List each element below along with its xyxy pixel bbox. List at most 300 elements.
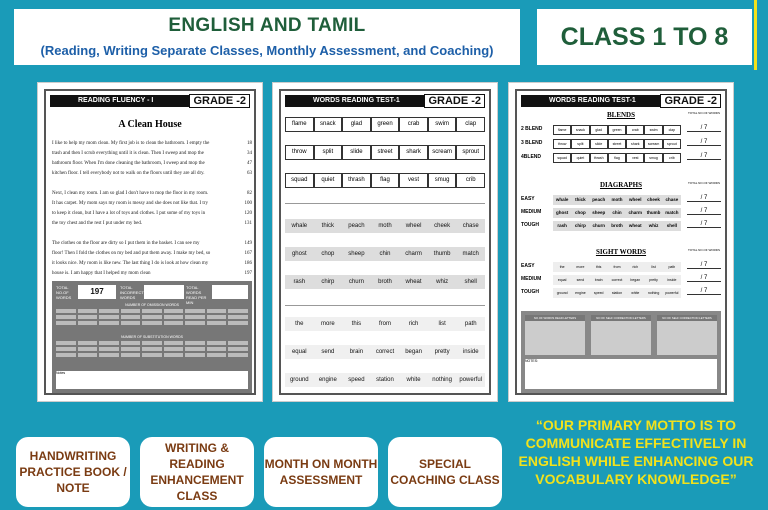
word-cell: quiet: [314, 173, 343, 188]
grid-cell[interactable]: [164, 321, 184, 325]
level-label: EASY: [521, 263, 535, 269]
story-line-text: I like to help my mom clean. My first job is to clean the bathroom. I empty the: [52, 141, 210, 146]
word-cell: chirp: [321, 279, 335, 285]
story-paragraph: [52, 239, 252, 279]
grid-cell[interactable]: [56, 309, 76, 313]
grid-cell[interactable]: [207, 309, 227, 313]
word-count: 167: [243, 249, 253, 259]
word-cell: squad: [285, 173, 314, 188]
grid-cell[interactable]: [56, 341, 76, 345]
word-cell: wheel: [629, 197, 642, 202]
word-cell: scream: [644, 139, 662, 149]
score-field[interactable]: [687, 288, 721, 295]
word-cell: chop: [575, 210, 586, 215]
level-word-row: [553, 288, 681, 298]
grid-cell[interactable]: [185, 353, 205, 357]
grid-cell[interactable]: [78, 341, 98, 345]
word-cell: flame: [285, 117, 314, 132]
grid-cell[interactable]: [207, 315, 227, 319]
word-count: 131: [243, 219, 253, 229]
boxed-word-row: [285, 117, 485, 132]
mini-table-header: NO.OF WORDS READ LETTERS: [525, 315, 585, 321]
yellow-accent-line: [754, 0, 757, 70]
notes-field[interactable]: [56, 371, 248, 389]
word-cell: flag: [371, 173, 400, 188]
word-cell: swim: [644, 125, 662, 135]
score-value: / 7: [687, 153, 721, 160]
grid-cell[interactable]: [228, 353, 248, 357]
word-count: 100: [243, 199, 253, 209]
word-cell: snack: [571, 125, 589, 135]
word-cell: whale: [555, 197, 569, 202]
grid-cell[interactable]: [228, 321, 248, 325]
word-cell: thrash: [342, 173, 371, 188]
word-cell: station: [611, 291, 623, 295]
sheet-header-label: WORDS READING TEST-1: [313, 97, 400, 104]
grid-cell[interactable]: [207, 341, 227, 345]
grid-cell[interactable]: [185, 309, 205, 313]
grid-cell[interactable]: [142, 321, 162, 325]
grid-cell[interactable]: [142, 309, 162, 313]
word-cell: brain: [594, 278, 603, 282]
top-banner: [0, 0, 768, 70]
story-line: [52, 169, 252, 179]
word-cell: whale: [291, 223, 308, 229]
score-value: / 7: [687, 262, 721, 269]
word-cell: station: [376, 377, 394, 383]
word-cell: rash: [293, 279, 306, 285]
boxed-word-row: [285, 173, 485, 188]
story-line-text: the toy chest and the rest I put under my bed.: [52, 221, 143, 226]
score-field[interactable]: [687, 275, 721, 282]
word-count: 82: [245, 189, 252, 199]
score-field[interactable]: [687, 125, 721, 132]
level-word-row: [553, 195, 681, 205]
word-cell: smug: [428, 173, 457, 188]
word-cell: more: [576, 265, 585, 269]
score-field[interactable]: [687, 262, 721, 269]
grid-cell[interactable]: [142, 347, 162, 351]
sheet-border: [279, 89, 491, 395]
grid-cell[interactable]: [185, 347, 205, 351]
level-word-row: [553, 125, 681, 135]
motto-text: “OUR PRIMARY MOTTO IS TO COMMUNICATE EFFECTIVELY IN ENGLISH WHILE ENHANCING OUR VOCABULARY KNOWLEDGE”: [518, 417, 754, 487]
story-line-text: house is. I am happy that I helped my mom clean: [52, 271, 151, 276]
word-cell: moth: [611, 197, 623, 202]
word-cell: chase: [462, 223, 479, 229]
story-line: [52, 269, 252, 279]
word-cell: thick: [321, 223, 335, 229]
title-box: [14, 9, 520, 65]
grid-cell[interactable]: [56, 315, 76, 319]
grid-cell[interactable]: [121, 341, 141, 345]
score-value: / 7: [687, 139, 721, 146]
word-cell: wheat: [628, 223, 642, 228]
word-cell: began: [630, 278, 641, 282]
word-count: 120: [243, 209, 253, 219]
word-cell: match: [462, 251, 479, 257]
wpm-field[interactable]: [212, 285, 248, 299]
word-cell: wheel: [405, 223, 422, 229]
word-count: 186: [243, 259, 253, 269]
word-cell: white: [406, 377, 421, 383]
story-line: [52, 199, 252, 209]
word-cell: thrash: [590, 153, 608, 163]
score-panel: [52, 281, 252, 393]
grid-cell[interactable]: [99, 309, 119, 313]
word-cell: speed: [593, 291, 604, 295]
story-line-text: It has carpet. My mom says my room is messy and she does not like that. I try: [52, 201, 208, 206]
word-cell: path: [464, 321, 477, 327]
story-line: [52, 219, 252, 229]
word-cell: send: [321, 349, 335, 355]
feature-special-coaching: SPECIAL COACHING CLASS: [388, 437, 502, 507]
story-line: [52, 159, 252, 169]
word-cell: rich: [408, 321, 419, 327]
score-value: / 7: [687, 195, 721, 202]
level-word-row: [553, 221, 681, 231]
word-cell: ground: [289, 377, 309, 383]
word-cell: brain: [349, 349, 364, 355]
incorrect-words-field[interactable]: [144, 285, 184, 299]
grid-cell[interactable]: [164, 315, 184, 319]
word-cell: scream: [428, 145, 457, 160]
word-cell: sheep: [592, 210, 606, 215]
word-cell: list: [438, 321, 446, 327]
word-cell: split: [571, 139, 589, 149]
word-cell: moth: [378, 223, 392, 229]
total-words-label: TOTAL NO.OF WORDS: [56, 285, 72, 300]
word-cell: churn: [592, 223, 605, 228]
story-line: [52, 209, 252, 219]
word-cell: throw: [553, 139, 571, 149]
level-word-row: [553, 153, 681, 163]
mini-table: [591, 315, 651, 355]
grid-cell[interactable]: [228, 315, 248, 319]
shaded-word-row: [285, 275, 485, 289]
word-cell: engine: [575, 291, 586, 295]
incorrect-words-label: TOTAL INCORRECT WORDS: [120, 285, 144, 300]
boxed-word-row: [285, 145, 485, 160]
grid-cell[interactable]: [99, 341, 119, 345]
word-cell: correct: [375, 349, 395, 355]
level-label: 4BLEND: [521, 154, 542, 160]
word-cell: from: [378, 321, 391, 327]
level-word-row: [553, 262, 681, 272]
word-cell: swim: [428, 117, 457, 132]
story-line: [52, 259, 252, 269]
word-cell: chop: [321, 251, 335, 257]
story-line-text: floor! Then I fold the clothes on my bed and put them away. I make my bed, so: [52, 251, 211, 256]
word-cell: flame: [553, 125, 571, 135]
word-cell: shell: [666, 223, 677, 228]
word-count: 149: [243, 239, 253, 249]
class-range-label: CLASS 1 TO 8: [537, 9, 752, 65]
story-line-text: kitchen floor. I tell everybody not to walk on the floors until they are all dry.: [52, 171, 205, 176]
word-cell: nothing: [647, 291, 660, 295]
word-cell: path: [668, 265, 676, 269]
grade-badge: GRADE -2: [660, 94, 721, 108]
grid-cell[interactable]: [207, 353, 227, 357]
word-cell: wheat: [405, 279, 422, 285]
word-cell: split: [314, 145, 343, 160]
word-cell: glad: [342, 117, 371, 132]
word-cell: throw: [285, 145, 314, 160]
grid-cell[interactable]: [164, 353, 184, 357]
word-cell: broth: [611, 223, 623, 228]
word-cell: shell: [464, 279, 477, 285]
story-line: [52, 149, 252, 159]
grid-cell[interactable]: [56, 347, 76, 351]
shaded-word-row: [285, 219, 485, 233]
plain-word-row: [285, 317, 485, 331]
word-cell: flag: [608, 153, 626, 163]
word-cell: the: [559, 265, 565, 269]
notes-field[interactable]: [525, 359, 717, 389]
sheet-header-label: READING FLUENCY - I: [78, 97, 154, 104]
level-word-row: [553, 275, 681, 285]
word-cell: rash: [557, 223, 567, 228]
word-cell: crab: [399, 117, 428, 132]
word-cell: inside: [462, 349, 479, 355]
story-title: A Clean House: [118, 119, 182, 130]
sheet-border: [44, 89, 256, 395]
word-cell: squad: [553, 153, 571, 163]
word-cell: send: [576, 278, 585, 282]
word-cell: match: [665, 210, 679, 215]
grid-cell[interactable]: [142, 341, 162, 345]
word-cell: peach: [348, 223, 365, 229]
grid-cell[interactable]: [99, 347, 119, 351]
word-cell: sprout: [456, 145, 485, 160]
grade-badge: GRADE -2: [189, 94, 250, 108]
wpm-label: TOTAL WORDS READ PER MIN: [186, 285, 207, 305]
grid-cell[interactable]: [99, 315, 119, 319]
grid-cell[interactable]: [56, 321, 76, 325]
reading-fluency-sheet: [37, 82, 263, 402]
word-cell: pretty: [649, 278, 658, 282]
story-line: [52, 249, 252, 259]
grid-cell[interactable]: [142, 353, 162, 357]
grid-cell[interactable]: [228, 347, 248, 351]
word-cell: churn: [348, 279, 364, 285]
word-cell: charm: [405, 251, 422, 257]
grid-cell[interactable]: [185, 321, 205, 325]
word-cell: white: [631, 291, 640, 295]
word-cell: rich: [632, 265, 639, 269]
grid-cell[interactable]: [164, 341, 184, 345]
total-words-value: 197: [78, 285, 116, 299]
omission-grid: [56, 309, 248, 325]
divider: [285, 305, 485, 306]
sheet-border: [515, 89, 727, 395]
word-cell: chase: [665, 197, 679, 202]
word-cell: thumb: [433, 251, 451, 257]
word-cell: powerful: [459, 377, 483, 383]
word-cell: chin: [379, 251, 391, 257]
word-cell: thumb: [646, 210, 661, 215]
grid-cell[interactable]: [78, 353, 98, 357]
grade-badge: GRADE -2: [424, 94, 485, 108]
word-cell: sheep: [348, 251, 365, 257]
mini-table: [657, 315, 717, 355]
story-paragraph: [52, 189, 252, 229]
word-cell: street: [608, 139, 626, 149]
grid-cell[interactable]: [228, 309, 248, 313]
feature-writing-reading: WRITING & READING ENHANCEMENT CLASS: [140, 437, 254, 507]
substitution-grid: [56, 341, 248, 357]
word-cell: ground: [556, 291, 568, 295]
story-line-text: trash and then I scrub everything until it is clean. Then I sweep and mop the: [52, 151, 204, 156]
story-line: [52, 189, 252, 199]
word-cell: green: [371, 117, 400, 132]
word-cell: equal: [291, 349, 307, 355]
story-line-text: to keep it clean, but I have a lot of toys and clothes. I put some of my toys in: [52, 211, 206, 216]
page-subtitle: (Reading, Writing Separate Classes, Monthly Assessment, and Coaching): [40, 43, 494, 58]
word-cell: equal: [557, 278, 567, 282]
word-cell: shark: [626, 139, 644, 149]
feature-monthly-assessment: MONTH ON MONTH ASSESSMENT: [264, 437, 378, 507]
word-cell: powerful: [665, 291, 679, 295]
grid-cell[interactable]: [78, 315, 98, 319]
word-cell: vest: [399, 173, 428, 188]
word-cell: peach: [592, 197, 606, 202]
mini-table-header: NO OF SELF CORRECTION LETTERS: [657, 315, 717, 321]
word-cell: smug: [644, 153, 662, 163]
grid-cell[interactable]: [207, 347, 227, 351]
grid-cell[interactable]: [78, 347, 98, 351]
score-value: / 7: [687, 125, 721, 132]
word-cell: crab: [626, 125, 644, 135]
level-label: TOUGH: [521, 289, 539, 295]
score-field[interactable]: [687, 195, 721, 202]
word-cell: clap: [663, 125, 681, 135]
grid-cell[interactable]: [78, 321, 98, 325]
section-title: BLENDS: [606, 111, 635, 119]
score-field[interactable]: [687, 221, 721, 228]
word-cell: nothing: [432, 377, 452, 383]
word-cell: green: [608, 125, 626, 135]
word-count: 18: [245, 139, 252, 149]
word-cell: sprout: [663, 139, 681, 149]
level-label: EASY: [521, 196, 535, 202]
omission-grid-label: NUMBER OF OMISSION WORDS: [125, 303, 179, 307]
story-line-text: bathroom floor. When I'm done cleaning the bathroom, I sweep and mop the: [52, 161, 205, 166]
grid-cell[interactable]: [121, 353, 141, 357]
grid-cell[interactable]: [99, 353, 119, 357]
divider: [285, 203, 485, 204]
shaded-word-row: [285, 247, 485, 261]
word-cell: correct: [611, 278, 623, 282]
grid-cell[interactable]: [142, 315, 162, 319]
grid-cell[interactable]: [121, 309, 141, 313]
grid-cell[interactable]: [228, 341, 248, 345]
grid-cell[interactable]: [185, 315, 205, 319]
word-cell: thick: [575, 197, 586, 202]
word-cell: snack: [314, 117, 343, 132]
story-paragraph: [52, 139, 252, 179]
word-cell: street: [371, 145, 400, 160]
word-cell: cheek: [647, 197, 660, 202]
score-value: / 7: [687, 275, 721, 282]
grid-cell[interactable]: [121, 321, 141, 325]
story-line: [52, 239, 252, 249]
word-cell: shark: [399, 145, 428, 160]
word-cell: engine: [318, 377, 337, 383]
total-words-header: TOTAL NO.OF WORDS: [688, 111, 720, 115]
word-cell: began: [405, 349, 422, 355]
assessment-footer: [521, 311, 721, 393]
word-cell: quiet: [571, 153, 589, 163]
sheet-header: [285, 95, 485, 107]
word-cell: inside: [667, 278, 677, 282]
word-cell: speed: [348, 377, 365, 383]
word-cell: chirp: [574, 223, 586, 228]
story-line: [52, 139, 252, 149]
level-label: MEDIUM: [521, 276, 542, 282]
word-count: 47: [245, 159, 252, 169]
grid-cell[interactable]: [121, 347, 141, 351]
notes-label: Notes: [56, 371, 66, 375]
level-label: 2 BLEND: [521, 126, 543, 132]
score-value: / 7: [687, 221, 721, 228]
grid-cell[interactable]: [78, 309, 98, 313]
word-count: 197: [243, 269, 253, 279]
level-word-row: [553, 139, 681, 149]
grid-cell[interactable]: [99, 321, 119, 325]
word-cell: whiz: [436, 279, 449, 285]
word-cell: from: [613, 265, 621, 269]
word-cell: more: [321, 321, 335, 327]
score-field[interactable]: [687, 153, 721, 160]
grid-cell[interactable]: [164, 309, 184, 313]
level-label: TOUGH: [521, 222, 539, 228]
notes-label: NOTES:: [525, 359, 539, 363]
page-title: ENGLISH AND TAMIL: [168, 15, 366, 36]
word-cell: chin: [612, 210, 622, 215]
grid-cell[interactable]: [56, 353, 76, 357]
grid-cell[interactable]: [207, 321, 227, 325]
substitution-grid-label: NUMBER OF SUBSTITUTION WORDS: [120, 335, 184, 339]
sheet-header: [521, 95, 721, 107]
grid-cell[interactable]: [185, 341, 205, 345]
word-cell: glad: [590, 125, 608, 135]
score-field[interactable]: [687, 139, 721, 146]
word-count: 34: [245, 149, 252, 159]
story-line-text: The clothes on the floor are dirty so I put them in the basket. I can see my: [52, 241, 200, 246]
level-label: 3 BLEND: [521, 140, 543, 146]
section-title: DIAGRAPHS: [599, 181, 642, 189]
plain-word-row: [285, 345, 485, 359]
total-words-header: TOTAL NO.OF WORDS: [688, 181, 720, 185]
word-cell: clap: [456, 117, 485, 132]
score-value: / 7: [687, 208, 721, 215]
word-cell: slide: [590, 139, 608, 149]
word-cell: whiz: [648, 223, 659, 228]
grid-cell[interactable]: [121, 315, 141, 319]
words-reading-test-detail-sheet: [508, 82, 734, 402]
score-value: / 7: [687, 288, 721, 295]
word-cell: this: [595, 265, 602, 269]
score-field[interactable]: [687, 208, 721, 215]
word-cell: the: [295, 321, 304, 327]
word-count: 63: [245, 169, 252, 179]
total-words-header: TOTAL NO.OF WORDS: [688, 248, 720, 252]
word-cell: crib: [663, 153, 681, 163]
mini-table-header: NO OF SELF CORRECTION LETTERS: [591, 315, 651, 321]
feature-handwriting: HANDWRITING PRACTICE BOOK / NOTE: [16, 437, 130, 507]
grid-cell[interactable]: [164, 347, 184, 351]
